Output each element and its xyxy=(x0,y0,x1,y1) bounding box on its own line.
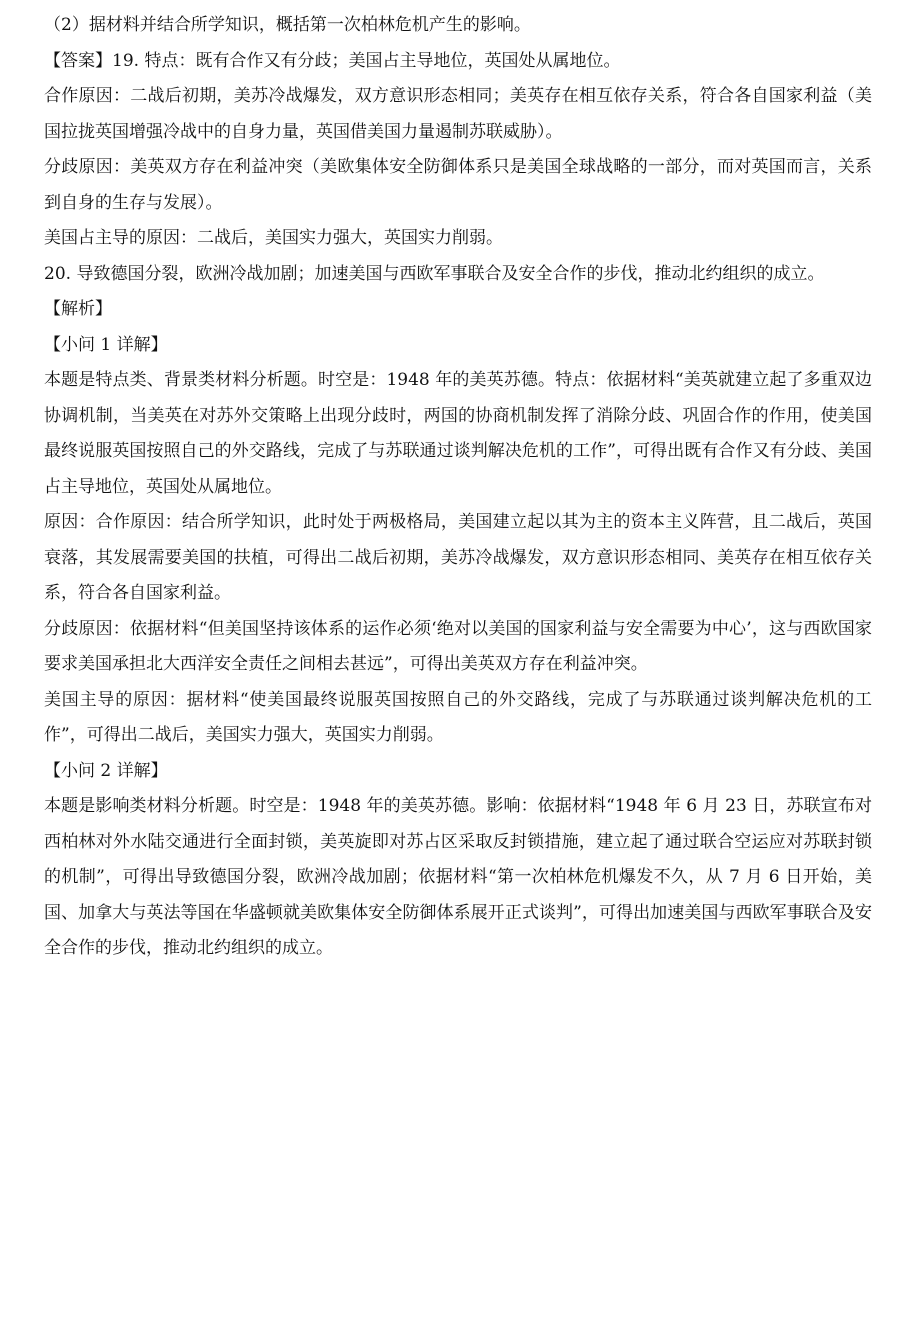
document-body xyxy=(0,8,900,967)
answer-19-summary: 【答案】19. 特点：既有合作又有分歧；美国占主导地位，英国处从属地位。 xyxy=(44,50,621,71)
subquestion-1-divergence: 分歧原因：依据材料“但美国坚持该体系的运作必须‘绝对以美国的国家利益与安全需要为中心’，这与西欧国家要求美国承担北大西洋安全责任之间相去甚远”，可得出美英双方存在利益冲突。 xyxy=(44,618,872,674)
subquestion-2-heading: 【小问 2 详解】 xyxy=(44,760,168,781)
question-part-2: （2）据材料并结合所学知识，概括第一次柏林危机产生的影响。 xyxy=(44,15,531,35)
subquestion-1-heading: 【小问 1 详解】 xyxy=(44,334,168,355)
subquestion-1-characteristics: 本题是特点类、背景类材料分析题。时空是：1948 年的美英苏德。特点：依据材料“美英就建立起了多重双边协调机制，当美英在对苏外交策略上出现分歧时，两国的协商机制发挥了消除分歧、巩固合作的作用，使美国最终说服英国按照自己的外交路线，完成了与苏联通过谈判解决危机的工作”，可得出既有合作又有分歧、美国占主导地位，英国处从属地位。 xyxy=(44,370,872,497)
answer-cooperation-reason: 合作原因：二战后初期，美苏冷战爆发，双方意识形态相同；美英存在相互依存关系，符合各自国家利益（美国拉拢英国增强冷战中的自身力量，英国借美国力量遏制苏联威胁）。 xyxy=(44,86,872,142)
subquestion-2-impact: 本题是影响类材料分析题。时空是：1948 年的美英苏德。影响：依据材料“1948 年 6 月 23 日，苏联宣布对西柏林对外水陆交通进行全面封锁，美英旋即对苏占区采取反封锁措施，建立起了通过联合空运应对苏联封锁的机制”，可得出导致德国分裂，欧洲冷战加剧；依据材料“第一次柏林危机爆发不久，从 7 月 6 日开始，美国、加拿大与英法等国在华盛顿就美欧集体安全防御体系展开正式谈判”，可得出加速美国与西欧军事联合及安全合作的步伐，推动北约组织的成立。 xyxy=(44,796,872,958)
analysis-heading: 【解析】 xyxy=(44,299,112,319)
answer-20: 20. 导致德国分裂，欧洲冷战加剧；加速美国与西欧军事联合及安全合作的步伐，推动北约组织的成立。 xyxy=(44,263,825,284)
answer-divergence-reason: 分歧原因：美英双方存在利益冲突（美欧集体安全防御体系只是美国全球战略的一部分，而对英国而言，关系到自身的生存与发展）。 xyxy=(44,157,872,213)
answer-us-dominance-reason: 美国占主导的原因：二战后，美国实力强大，英国实力削弱。 xyxy=(44,228,503,248)
subquestion-1-cooperation: 原因：合作原因：结合所学知识，此时处于两极格局，美国建立起以其为主的资本主义阵营，且二战后，英国衰落，其发展需要美国的扶植，可得出二战后初期，美苏冷战爆发，双方意识形态相同、美英存在相互依存关系，符合各自国家利益。 xyxy=(44,512,872,603)
subquestion-1-dominance: 美国主导的原因：据材料“使美国最终说服英国按照自己的外交路线，完成了与苏联通过谈判解决危机的工作”，可得出二战后，美国实力强大，英国实力削弱。 xyxy=(44,689,872,745)
